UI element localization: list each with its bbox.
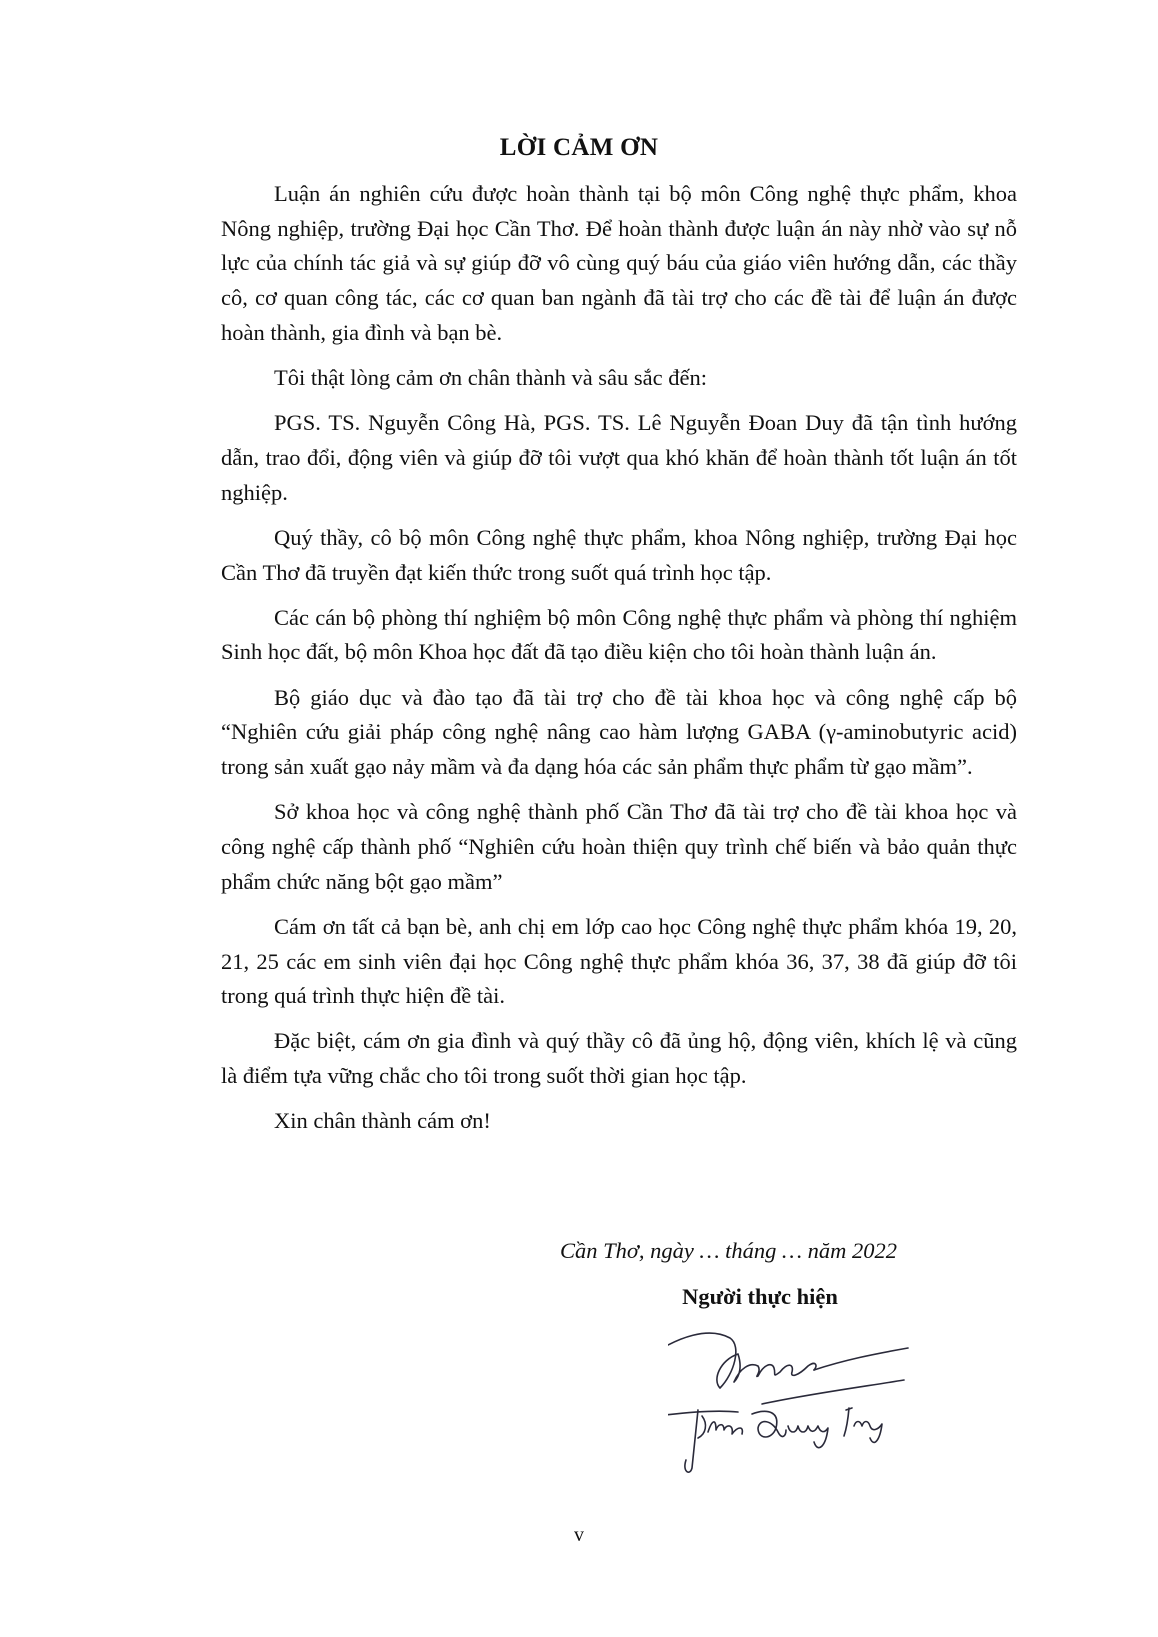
paragraph-closing: Xin chân thành cám ơn! xyxy=(274,1108,491,1134)
page-title: LỜI CẢM ƠN xyxy=(499,134,659,161)
paragraph-thanks-lead: Tôi thật lòng cảm ơn chân thành và sâu sắc đến: xyxy=(274,365,708,391)
paragraph-family: Đặc biệt, cám ơn gia đình và quý thầy cô đã ủng hộ, động viên, khích lệ và cũng là điểm tựa vững chắc cho tôi trong suốt thời gian học tập. xyxy=(221,1028,1017,1089)
paragraph-intro: Luận án nghiên cứu được hoàn thành tại bộ môn Công nghệ thực phẩm, khoa Nông nghiệp, trường Đại học Cần Thơ. Để hoàn thành được luận án này nhờ vào sự nỗ lực của chính tác giả và sự giúp đỡ vô cùng quý báu của giáo viên hướng dẫn, các thầy cô, cơ quan công tác, các cơ quan ban ngành đã tài trợ cho các đề tài để luận án được hoàn thành, gia đình và bạn bè. xyxy=(221,181,1017,345)
paragraph-department: Quý thầy, cô bộ môn Công nghệ thực phẩm, khoa Nông nghiệp, trường Đại học Cần Thơ đã truyền đạt kiến thức trong suốt quá trình học tập. xyxy=(221,524,1017,585)
paragraph-ministry-funding: Bộ giáo dục và đào tạo đã tài trợ cho đề tài khoa học và công nghệ cấp bộ “Nghiên cứu giải pháp công nghệ nâng cao hàm lượng GABA (γ-aminobutyric acid) trong sản xuất gạo nảy mầm và đa dạng hóa các sản phẩm thực phẩm từ gạo mầm”. xyxy=(221,684,1017,780)
paragraph-city-funding: Sở khoa học và công nghệ thành phố Cần Thơ đã tài trợ cho đề tài khoa học và công nghệ cấp thành phố “Nghiên cứu hoàn thiện quy trình chế biến và bảo quản thực phẩm chức năng bột gạo mầm” xyxy=(221,799,1017,894)
signer-title: Người thực hiện xyxy=(682,1284,838,1309)
page-number: v xyxy=(574,1524,584,1546)
body-text xyxy=(221,177,1017,1150)
paragraph-laboratory: Các cán bộ phòng thí nghiệm bộ môn Công nghệ thực phẩm và phòng thí nghiệm Sinh học đất, bộ môn Khoa học đất đã tạo điều kiện cho tôi hoàn thành luận án. xyxy=(221,604,1017,665)
handwritten-signature xyxy=(668,1320,968,1495)
paragraph-supervisors: PGS. TS. Nguyễn Công Hà, PGS. TS. Lê Nguyễn Đoan Duy đã tận tình hướng dẫn, trao đổi, động viên và giúp đỡ tôi vượt qua khó khăn để hoàn thành tốt luận án tốt nghiệp. xyxy=(221,410,1017,505)
paragraph-classmates: Cám ơn tất cả bạn bè, anh chị em lớp cao học Công nghệ thực phẩm khóa 19, 20, 21, 25 các em sinh viên đại học Công nghệ thực phẩm khóa 36, 37, 38 đã giúp đỡ tôi trong quá trình thực hiện đề tài. xyxy=(221,913,1017,1009)
place-date: Cần Thơ, ngày … tháng … năm 2022 xyxy=(560,1238,898,1263)
